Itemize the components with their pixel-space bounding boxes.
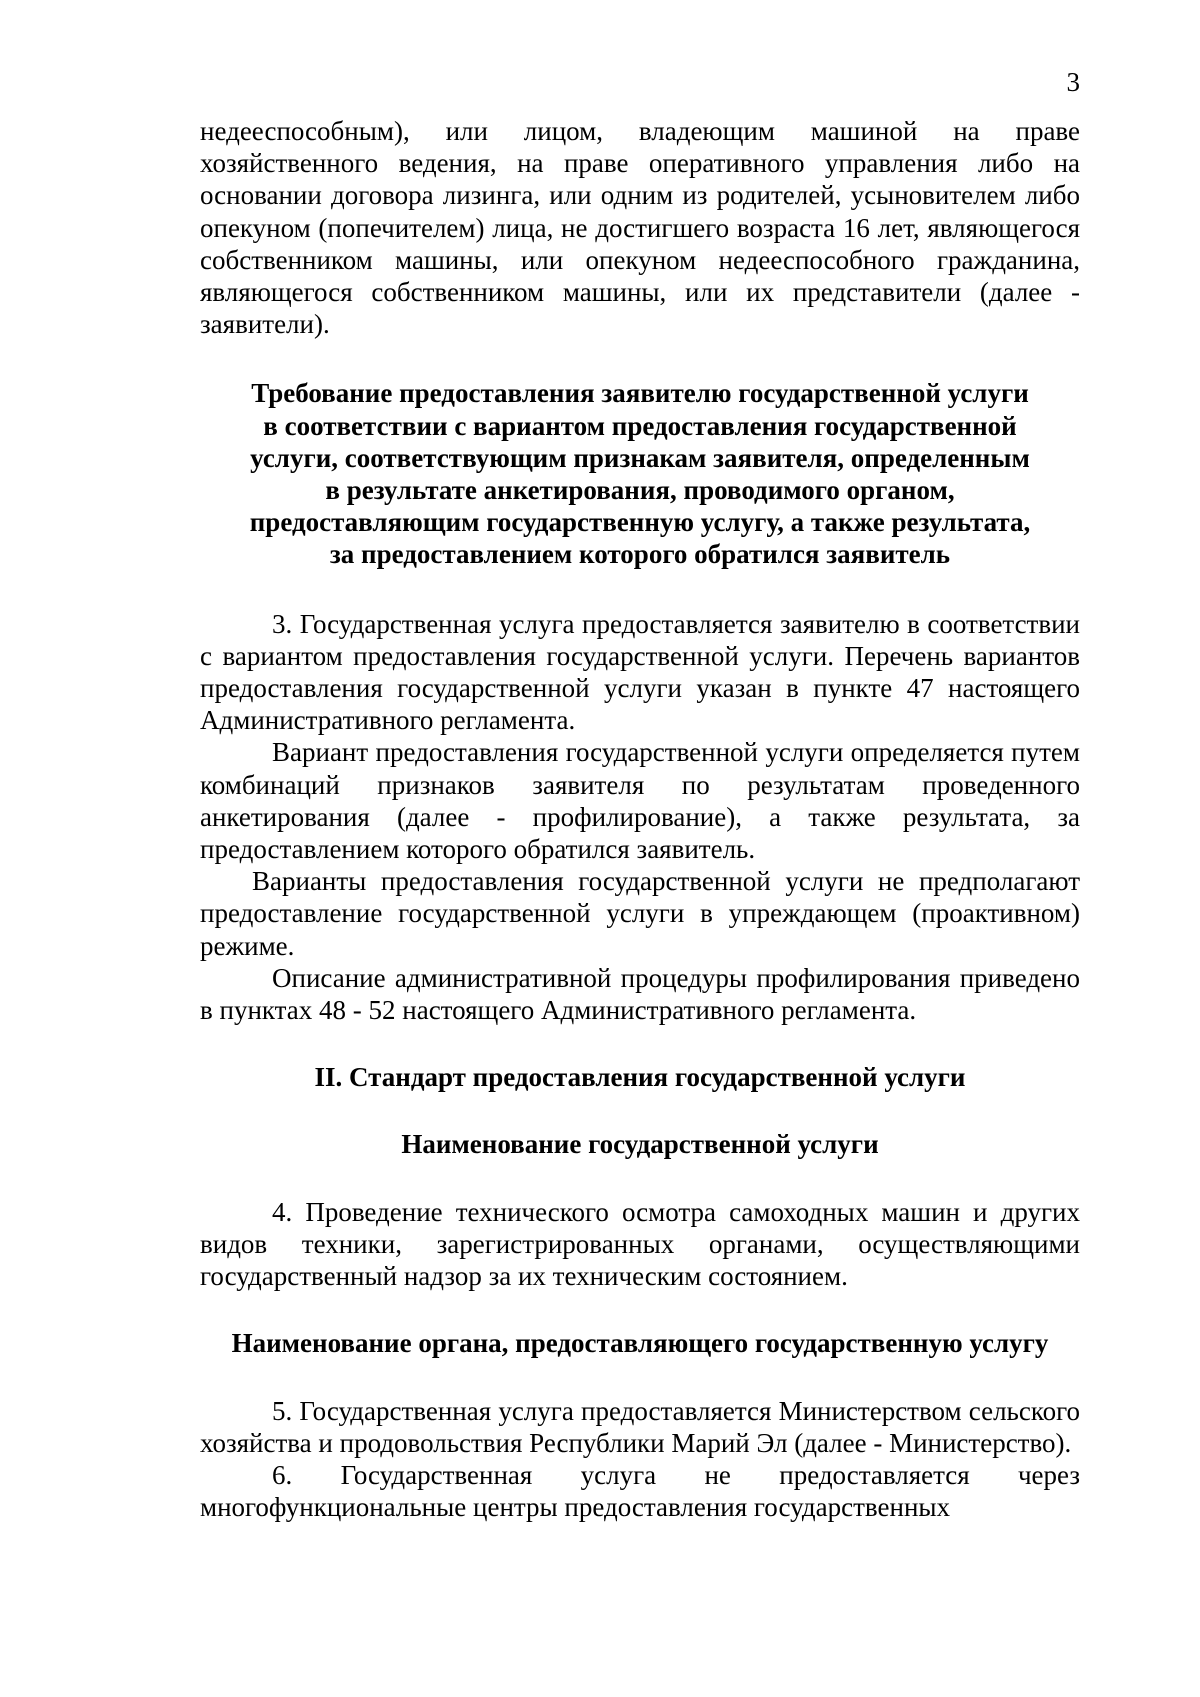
heading-line: за предоставлением которого обратился заявитель xyxy=(329,539,951,570)
paragraph: 4. Проведение технического осмотра самоходных машин и других видов техники, зарегистрированных органами, осуществляющими государственный надзор за их техническим состоянием. xyxy=(200,1196,1080,1292)
spacer xyxy=(200,1161,1080,1196)
paragraph: Описание административной процедуры профилирования приведено в пунктах 48 - 52 настоящего Административного регламента. xyxy=(200,962,1080,1026)
spacer xyxy=(200,571,1080,608)
spacer xyxy=(200,1360,1080,1395)
heading-line: Наименование органа, предоставляющего государственную услугу xyxy=(231,1328,1049,1359)
paragraph: 3. Государственная услуга предоставляется заявителю в соответствии с вариантом предоставления государственной услуги. Перечень вариантов предоставления государственной услуги указан в пункте 47 настоящего Административного регламента. xyxy=(200,608,1080,736)
spacer xyxy=(200,340,1080,377)
section-heading xyxy=(200,377,1080,570)
section-heading xyxy=(200,1327,1080,1359)
heading-line: Требование предоставления заявителю государственной услуги xyxy=(251,378,1029,409)
paragraph: 6. Государственная услуга не предоставляется через многофункциональные центры предоставления государственных xyxy=(200,1459,1080,1523)
spacer xyxy=(200,1093,1080,1128)
heading-line: услуги, соответствующим признакам заявителя, определенным xyxy=(250,442,1030,473)
heading-line: в результате анкетирования, проводимого органом, xyxy=(325,475,955,506)
section-heading xyxy=(200,1128,1080,1160)
section-heading xyxy=(200,1061,1080,1093)
heading-line: II. Стандарт предоставления государственной услуги xyxy=(314,1062,966,1093)
heading-line: в соответствии с вариантом предоставления государственной xyxy=(263,410,1017,441)
paragraph: Вариант предоставления государственной услуги определяется путем комбинаций признаков заявителя по результатам проведенного анкетирования (далее - профилирование), а также результата, за предоставлением которого обратился заявитель. xyxy=(200,737,1080,865)
heading-line: предоставляющим государственную услугу, а также результата, xyxy=(249,507,1031,538)
paragraph: недееспособным), или лицом, владеющим машиной на праве хозяйственного ведения, на праве оперативного управления либо на основании договора лизинга, или одним из родителей, усыновителем либо опекуном (попечителем) лица, не достигшего возраста 16 лет, являющегося собственником машины, или опекуном недееспособного гражданина, являющегося собственником машины, или их представители (далее - заявители). xyxy=(200,116,1080,340)
spacer xyxy=(200,1292,1080,1327)
paragraph: 5. Государственная услуга предоставляется Министерством сельского хозяйства и продовольствия Республики Марий Эл (далее - Министерство). xyxy=(200,1395,1080,1458)
paragraph: Варианты предоставления государственной услуги не предполагают предоставление государственной услуги в упреждающем (проактивном) режиме. xyxy=(200,866,1080,961)
page-number: 3 xyxy=(1066,67,1080,97)
document-body xyxy=(200,115,1080,1523)
heading-line: Наименование государственной услуги xyxy=(401,1129,879,1160)
spacer xyxy=(200,1026,1080,1061)
